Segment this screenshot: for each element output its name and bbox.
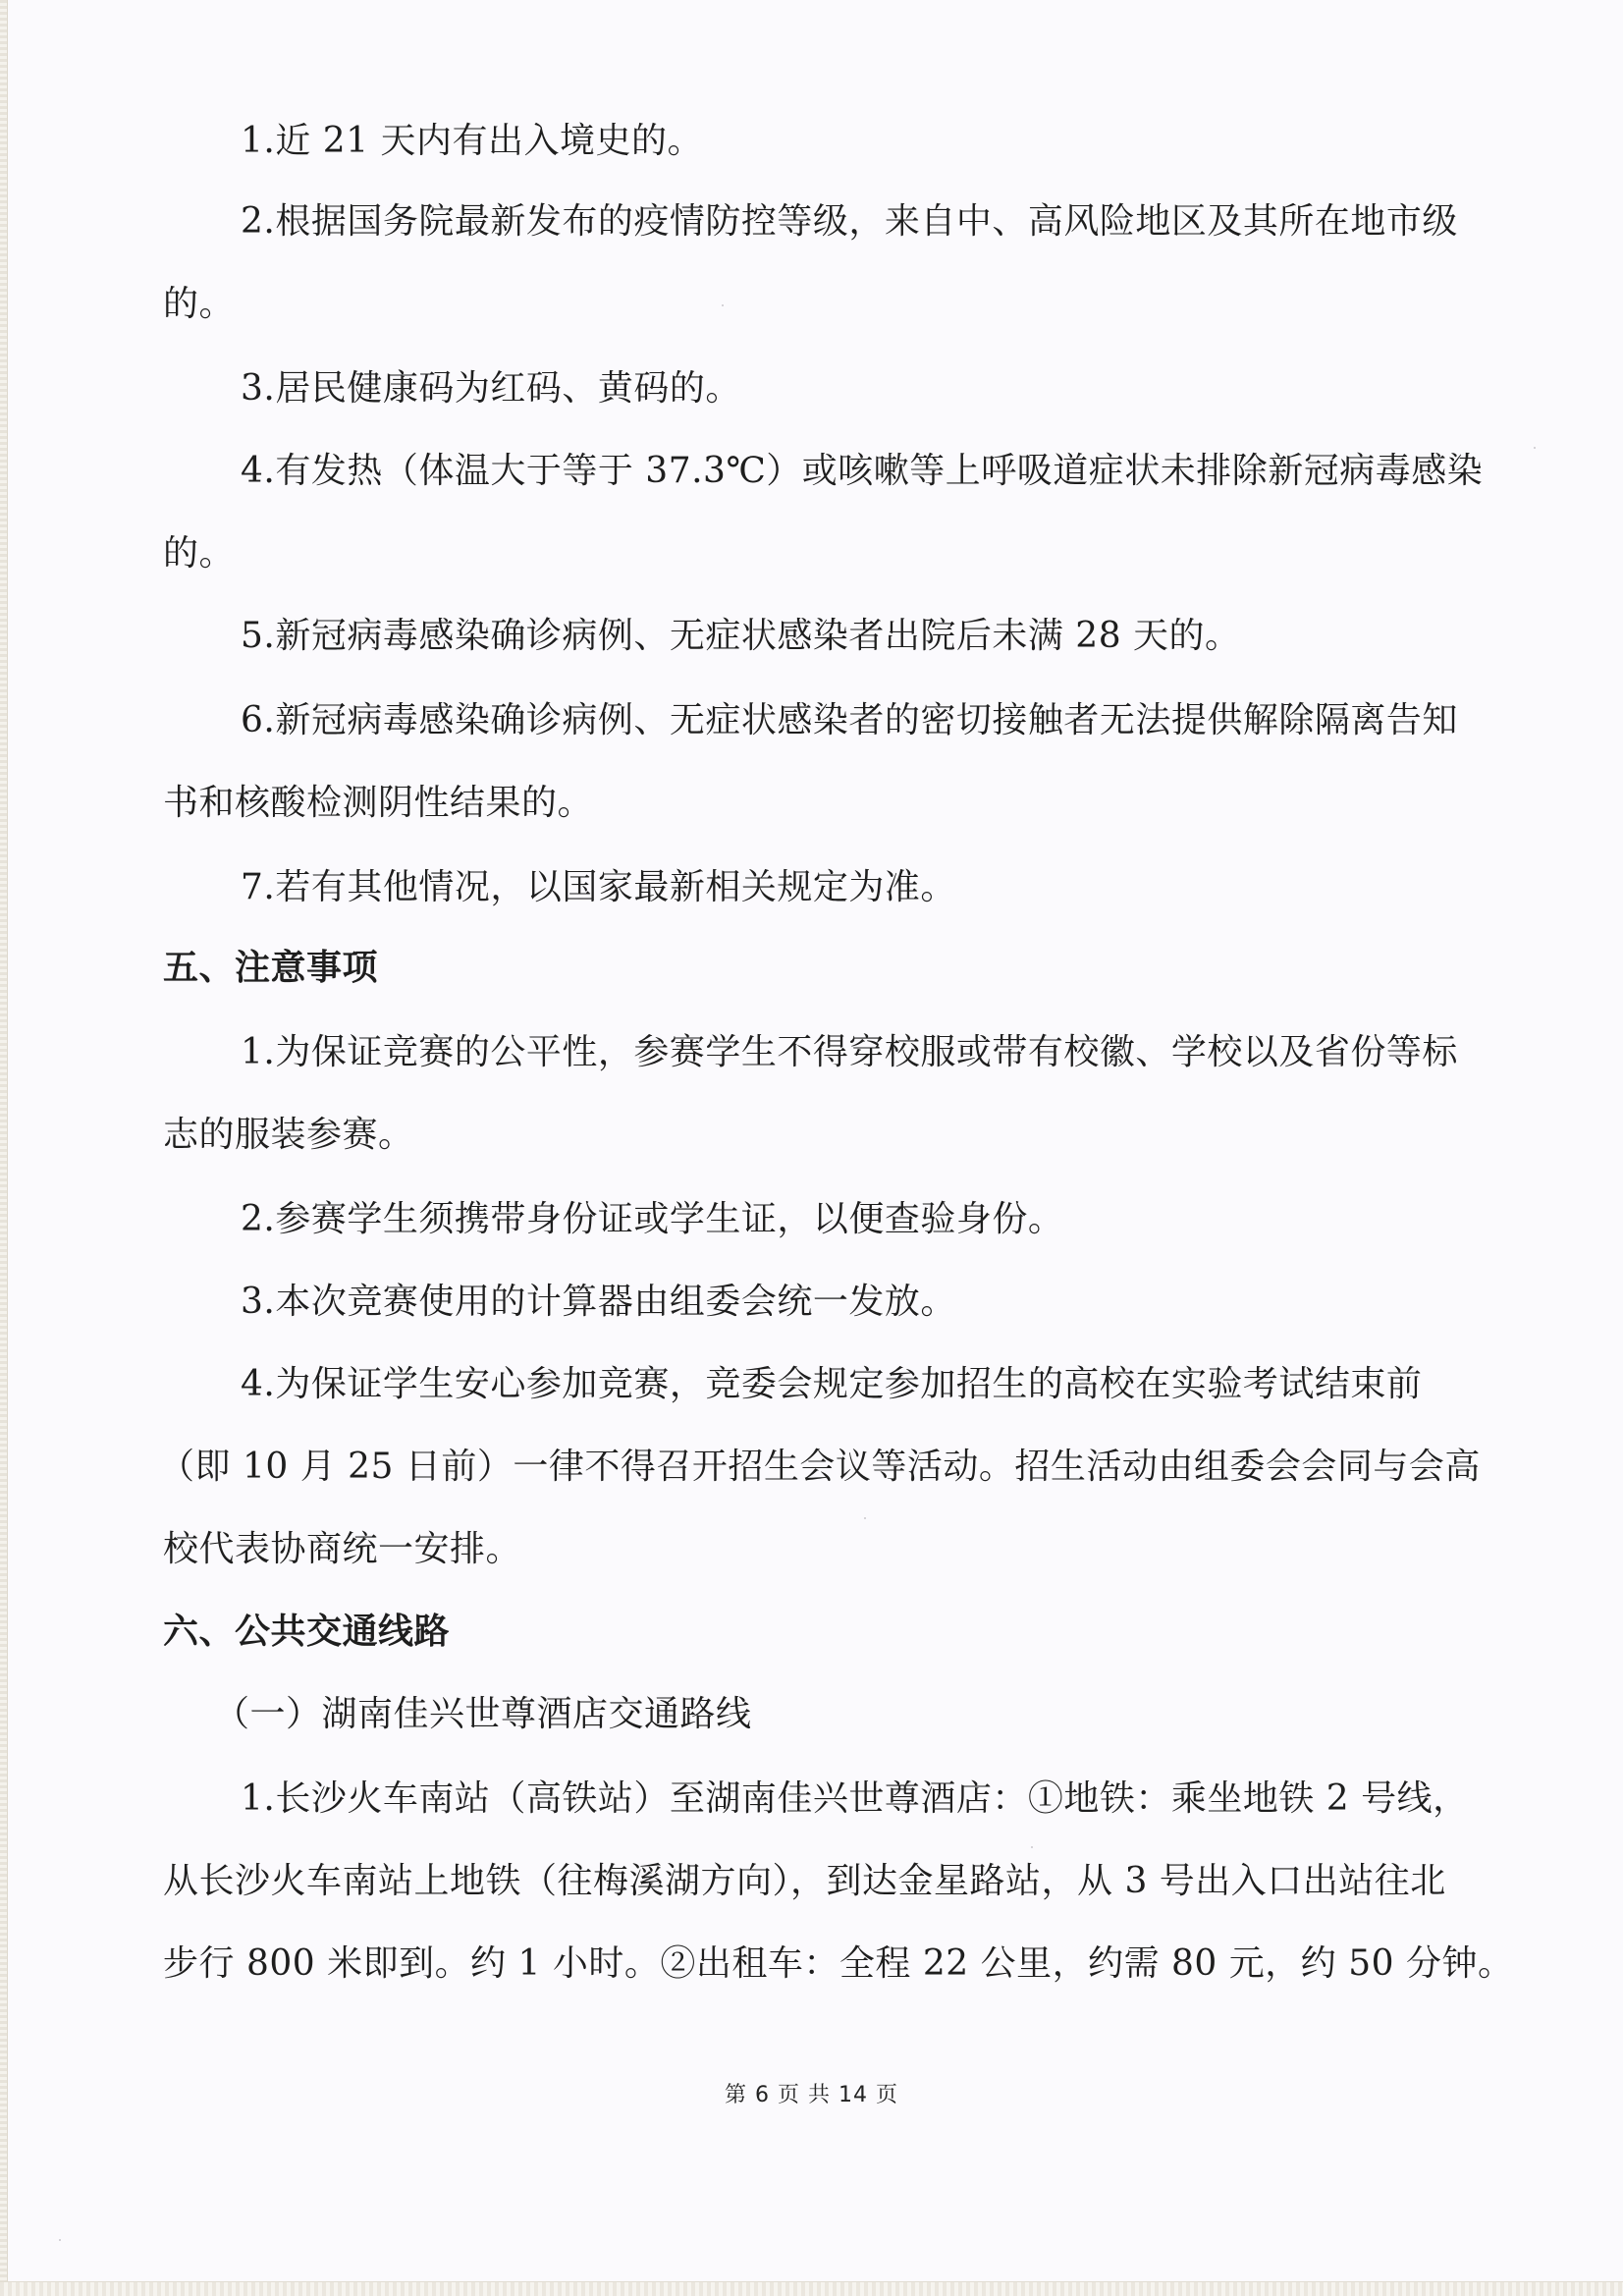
list-item-3-line-1: 3.居民健康码为红码、黄码的。 [241, 368, 741, 409]
list-item-2-line-2: 的。 [163, 284, 236, 324]
transport-subheading-hotel: （一）湖南佳兴世尊酒店交通路线 [214, 1694, 752, 1734]
list-item-6-line-1: 6.新冠病毒感染确诊病例、无症状感染者的密切接触者无法提供解除隔离告知 [241, 700, 1458, 740]
scan-speck [864, 1517, 866, 1519]
transport-item-1-line-1: 1.长沙火车南站（高铁站）至湖南佳兴世尊酒店：①地铁：乘坐地铁 2 号线， [241, 1778, 1469, 1819]
notes-item-2-line-1: 2.参赛学生须携带身份证或学生证，以便查验身份。 [241, 1199, 1064, 1239]
section-heading-notes: 五、注意事项 [163, 948, 379, 988]
scan-left-edge [0, 0, 8, 2296]
page-number-footer: 第 6 页 共 14 页 [725, 2083, 898, 2107]
notes-item-3-line-1: 3.本次竞赛使用的计算器由组委会统一发放。 [241, 1282, 956, 1322]
list-item-5-line-1: 5.新冠病毒感染确诊病例、无症状感染者出院后未满 28 天的。 [241, 616, 1241, 656]
transport-item-1-line-2: 从长沙火车南站上地铁（往梅溪湖方向），到达金星路站，从 3 号出入口出站往北 [163, 1861, 1446, 1901]
notes-item-1-line-2: 志的服装参赛。 [163, 1115, 414, 1155]
scan-speck [59, 2239, 61, 2241]
list-item-4-line-2: 的。 [163, 533, 236, 574]
scan-speck [1031, 1846, 1033, 1848]
transport-item-1-line-3: 步行 800 米即到。约 1 小时。②出租车：全程 22 公里，约需 80 元，约 50 分钟。 [163, 1943, 1514, 1984]
notes-item-4-line-2: （即 10 月 25 日前）一律不得召开招生会议等活动。招生活动由组委会会同与会高 [159, 1447, 1481, 1487]
scan-speck [1534, 447, 1536, 449]
notes-item-4-line-1: 4.为保证学生安心参加竞赛，竞委会规定参加招生的高校在实验考试结束前 [241, 1364, 1423, 1404]
list-item-1-line-1: 1.近 21 天内有出入境史的。 [241, 121, 704, 161]
list-item-7-line-1: 7.若有其他情况，以国家最新相关规定为准。 [241, 867, 956, 907]
list-item-4-line-1: 4.有发热（体温大于等于 37.3℃）或咳嗽等上呼吸道症状未排除新冠病毒感染 [241, 451, 1484, 491]
section-heading-transport: 六、公共交通线路 [163, 1612, 451, 1652]
scan-bottom-edge [0, 2281, 1623, 2296]
notes-item-1-line-1: 1.为保证竞赛的公平性，参赛学生不得穿校服或带有校徽、学校以及省份等标 [241, 1032, 1458, 1072]
scan-speck [722, 304, 724, 306]
list-item-6-line-2: 书和核酸检测阴性结果的。 [163, 783, 594, 823]
notes-item-4-line-3: 校代表协商统一安排。 [163, 1529, 522, 1569]
list-item-2-line-1: 2.根据国务院最新发布的疫情防控等级，来自中、高风险地区及其所在地市级 [241, 201, 1458, 242]
